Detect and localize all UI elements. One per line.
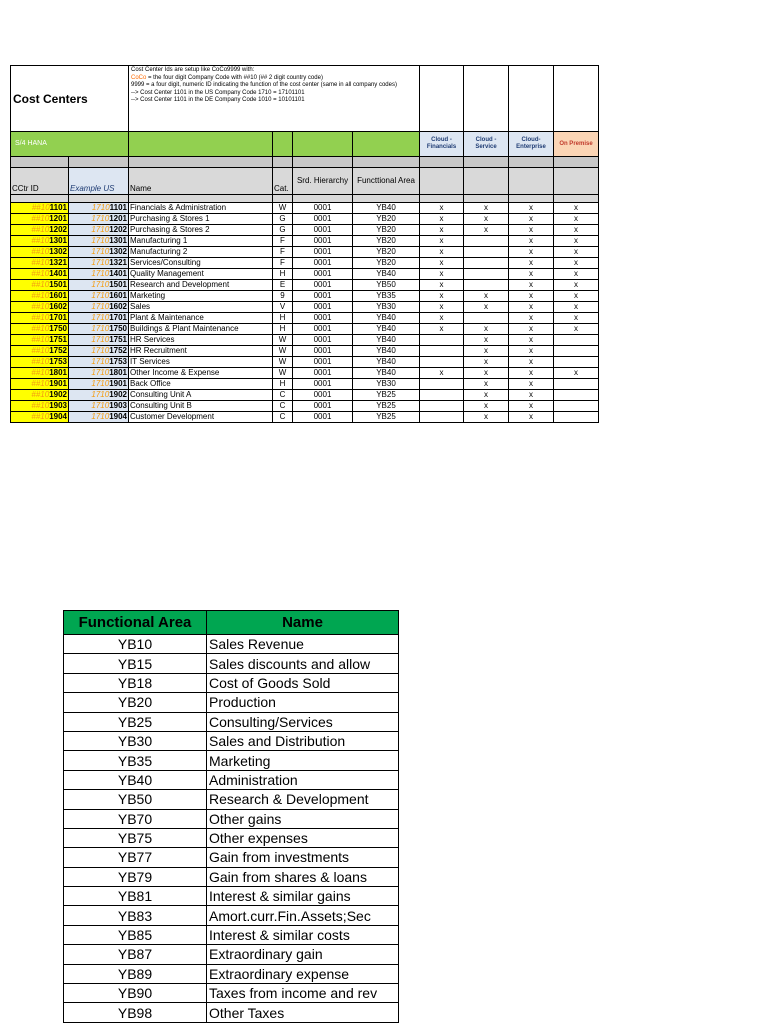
category: F — [273, 258, 293, 269]
cost-center-id: ##101701 — [11, 313, 69, 324]
cost-center-row — [11, 324, 599, 335]
cloud-enterprise-mark: x — [509, 214, 554, 225]
cost-center-id: ##101301 — [11, 236, 69, 247]
cloud-financials-mark — [420, 412, 464, 423]
cloud-service-mark: x — [464, 412, 509, 423]
functional-area-code: YB25 — [64, 712, 207, 731]
functional-area: YB25 — [353, 412, 420, 423]
category: H — [273, 269, 293, 280]
on-premise-mark: x — [554, 203, 599, 214]
functional-area: YB20 — [353, 214, 420, 225]
cost-center-row — [11, 346, 599, 357]
hierarchy: 0001 — [293, 379, 353, 390]
example-us-id: 17101750 — [69, 324, 129, 335]
example-us-id: 17101701 — [69, 313, 129, 324]
cloud-enterprise-mark: x — [509, 258, 554, 269]
functional-area-name: Marketing — [207, 751, 399, 770]
cost-center-id: ##101601 — [11, 291, 69, 302]
on-premise-mark: x — [554, 368, 599, 379]
functional-area-name: Sales and Distribution — [207, 731, 399, 750]
cloud-service-mark — [464, 236, 509, 247]
hierarchy: 0001 — [293, 258, 353, 269]
cost-center-name: Back Office — [129, 379, 273, 390]
example-us-id: 17101902 — [69, 390, 129, 401]
example-us-id: 17101904 — [69, 412, 129, 423]
functional-area: YB20 — [353, 225, 420, 236]
cost-center-name: Buildings & Plant Maintenance — [129, 324, 273, 335]
functional-area-row — [64, 984, 399, 1003]
on-premise-mark: x — [554, 269, 599, 280]
cost-center-row — [11, 291, 599, 302]
hierarchy: 0001 — [293, 324, 353, 335]
functional-area-name: Extraordinary gain — [207, 945, 399, 964]
hierarchy: 0001 — [293, 236, 353, 247]
cost-center-id: ##101903 — [11, 401, 69, 412]
functional-area-code: YB89 — [64, 964, 207, 983]
on-premise-mark: x — [554, 324, 599, 335]
category: C — [273, 401, 293, 412]
cost-center-name: Manufacturing 2 — [129, 247, 273, 258]
cost-center-name: Other Income & Expense — [129, 368, 273, 379]
on-premise-mark — [554, 412, 599, 423]
category: W — [273, 335, 293, 346]
cost-center-name: Consulting Unit B — [129, 401, 273, 412]
functional-area-row — [64, 751, 399, 770]
functional-area-name: Cost of Goods Sold — [207, 673, 399, 692]
cloud-financials-mark — [420, 346, 464, 357]
cost-center-id: ##101201 — [11, 214, 69, 225]
s4-hana-label: S/4 HANA — [11, 132, 129, 157]
cloud-service-mark: x — [464, 302, 509, 313]
functional-area-row — [64, 770, 399, 789]
cost-center-id: ##101401 — [11, 269, 69, 280]
on-premise-mark — [554, 335, 599, 346]
example-us-id: 17101321 — [69, 258, 129, 269]
category: H — [273, 324, 293, 335]
example-us-id: 17101903 — [69, 401, 129, 412]
category: C — [273, 412, 293, 423]
functional-area-code: YB75 — [64, 828, 207, 847]
functional-area: YB50 — [353, 280, 420, 291]
functional-area-name: Research & Development — [207, 790, 399, 809]
cost-center-row — [11, 379, 599, 390]
cloud-enterprise-mark: x — [509, 357, 554, 368]
cloud-service-mark: x — [464, 379, 509, 390]
functional-area-code: YB30 — [64, 731, 207, 750]
on-premise-mark: x — [554, 236, 599, 247]
functional-area-name: Other expenses — [207, 828, 399, 847]
cost-center-id: ##101302 — [11, 247, 69, 258]
cloud-service-mark: x — [464, 225, 509, 236]
functional-area: YB25 — [353, 401, 420, 412]
category: W — [273, 346, 293, 357]
hierarchy: 0001 — [293, 401, 353, 412]
cloud-enterprise-mark: x — [509, 302, 554, 313]
on-premise-mark: x — [554, 291, 599, 302]
cloud-enterprise-mark: x — [509, 203, 554, 214]
category: G — [273, 214, 293, 225]
on-premise-header: On Premise — [554, 132, 599, 157]
col-srd-hierarchy: Srd. Hierarchy — [293, 168, 353, 195]
cloud-enterprise-mark: x — [509, 346, 554, 357]
functional-area-code: YB81 — [64, 887, 207, 906]
hierarchy: 0001 — [293, 280, 353, 291]
cloud-financials-mark: x — [420, 324, 464, 335]
example-us-id: 17101202 — [69, 225, 129, 236]
cloud-service-mark: x — [464, 335, 509, 346]
cloud-financials-mark: x — [420, 302, 464, 313]
example-us-id: 17101602 — [69, 302, 129, 313]
cost-center-id: ##101321 — [11, 258, 69, 269]
cost-center-row — [11, 401, 599, 412]
cost-center-row — [11, 412, 599, 423]
functional-area: YB35 — [353, 291, 420, 302]
functional-area-name: Other Taxes — [207, 1003, 399, 1022]
cost-center-name: Plant & Maintenance — [129, 313, 273, 324]
functional-area-row — [64, 887, 399, 906]
functional-area: YB40 — [353, 368, 420, 379]
example-us-id: 17101752 — [69, 346, 129, 357]
functional-area-name: Taxes from income and rev — [207, 984, 399, 1003]
functional-area: YB40 — [353, 335, 420, 346]
functional-area-name: Gain from investments — [207, 848, 399, 867]
cost-center-id: ##101602 — [11, 302, 69, 313]
cloud-enterprise-mark: x — [509, 247, 554, 258]
cloud-financials-mark: x — [420, 291, 464, 302]
functional-area-name: Production — [207, 693, 399, 712]
functional-area-code: YB87 — [64, 945, 207, 964]
hierarchy: 0001 — [293, 247, 353, 258]
hierarchy: 0001 — [293, 291, 353, 302]
cost-centers-table — [10, 65, 599, 423]
functional-area: YB20 — [353, 247, 420, 258]
category: C — [273, 390, 293, 401]
cloud-enterprise-mark: x — [509, 324, 554, 335]
sheet-title: Cost Centers — [11, 66, 129, 132]
cost-center-row — [11, 313, 599, 324]
cloud-enterprise-mark: x — [509, 379, 554, 390]
cost-center-name: Purchasing & Stores 2 — [129, 225, 273, 236]
example-us-id: 17101501 — [69, 280, 129, 291]
cost-center-name: Purchasing & Stores 1 — [129, 214, 273, 225]
functional-area-code: YB77 — [64, 848, 207, 867]
cost-center-id: ##101901 — [11, 379, 69, 390]
hierarchy: 0001 — [293, 390, 353, 401]
cloud-financials-mark — [420, 401, 464, 412]
example-us-id: 17101301 — [69, 236, 129, 247]
cost-center-name: Services/Consulting — [129, 258, 273, 269]
functional-area: YB40 — [353, 357, 420, 368]
cloud-service-mark: x — [464, 401, 509, 412]
cost-center-row — [11, 247, 599, 258]
hierarchy: 0001 — [293, 357, 353, 368]
functional-area: YB30 — [353, 302, 420, 313]
functional-area-code: YB18 — [64, 673, 207, 692]
id-format-note: Cost Center Ids are setup like CoCo9999 with: CoCo = the four digit Company Code with ##10 (## 2 digit country code) 9999 = a four digit, numeric ID indicating the function of the cost center (same in all company codes) --> Cost Center 1101 in the US Company Code 1710 = 17101101 --> Cost Center 1101 in the DE Company Code 1010 = 10101101 — [129, 66, 420, 132]
cloud-financials-mark — [420, 390, 464, 401]
fa-col-name: Name — [207, 611, 399, 635]
cloud-financials-mark: x — [420, 258, 464, 269]
functional-area-row — [64, 635, 399, 654]
cloud-financials-mark — [420, 357, 464, 368]
functional-area-row — [64, 731, 399, 750]
example-us-id: 17101201 — [69, 214, 129, 225]
cost-center-id: ##101101 — [11, 203, 69, 214]
example-us-id: 17101302 — [69, 247, 129, 258]
col-functional-area: Functtional Area — [353, 168, 420, 195]
cost-center-name: HR Services — [129, 335, 273, 346]
on-premise-mark — [554, 379, 599, 390]
category: E — [273, 280, 293, 291]
cloud-enterprise-mark: x — [509, 313, 554, 324]
cloud-service-header: Cloud - Service — [464, 132, 509, 157]
category: G — [273, 225, 293, 236]
cost-center-name: Quality Management — [129, 269, 273, 280]
cost-center-name: HR Recruitment — [129, 346, 273, 357]
functional-area-name: Sales discounts and allow — [207, 654, 399, 673]
cloud-enterprise-header: Cloud- Enterprise — [509, 132, 554, 157]
functional-area-name: Administration — [207, 770, 399, 789]
cloud-service-mark: x — [464, 324, 509, 335]
cost-center-name: Financials & Administration — [129, 203, 273, 214]
cost-center-name: IT Services — [129, 357, 273, 368]
category: W — [273, 357, 293, 368]
example-us-id: 17101753 — [69, 357, 129, 368]
functional-area-name: Amort.curr.Fin.Assets;Sec — [207, 906, 399, 925]
functional-area-name: Consulting/Services — [207, 712, 399, 731]
on-premise-mark — [554, 390, 599, 401]
on-premise-mark: x — [554, 302, 599, 313]
cost-center-name: Customer Development — [129, 412, 273, 423]
category: H — [273, 313, 293, 324]
functional-area-code: YB85 — [64, 925, 207, 944]
cloud-financials-mark: x — [420, 225, 464, 236]
functional-area-code: YB50 — [64, 790, 207, 809]
cost-center-row — [11, 302, 599, 313]
cost-center-row — [11, 335, 599, 346]
cloud-service-mark — [464, 280, 509, 291]
hierarchy: 0001 — [293, 346, 353, 357]
cloud-financials-mark: x — [420, 280, 464, 291]
cloud-service-mark — [464, 269, 509, 280]
cost-center-id: ##101753 — [11, 357, 69, 368]
functional-area: YB40 — [353, 346, 420, 357]
hierarchy: 0001 — [293, 368, 353, 379]
functional-area-row — [64, 925, 399, 944]
cloud-enterprise-mark: x — [509, 335, 554, 346]
cost-center-row — [11, 280, 599, 291]
cost-center-row — [11, 269, 599, 280]
functional-area-row — [64, 964, 399, 983]
functional-area-code: YB40 — [64, 770, 207, 789]
functional-area-row — [64, 790, 399, 809]
cloud-enterprise-mark: x — [509, 390, 554, 401]
functional-area-row — [64, 1003, 399, 1022]
on-premise-mark: x — [554, 225, 599, 236]
cloud-enterprise-mark: x — [509, 412, 554, 423]
col-example-us: Example US — [69, 168, 129, 195]
functional-area: YB20 — [353, 236, 420, 247]
cost-center-id: ##101904 — [11, 412, 69, 423]
cloud-enterprise-mark: x — [509, 291, 554, 302]
cost-center-id: ##101801 — [11, 368, 69, 379]
cost-center-id: ##101752 — [11, 346, 69, 357]
cloud-financials-mark: x — [420, 269, 464, 280]
functional-area: YB40 — [353, 203, 420, 214]
cloud-service-mark: x — [464, 203, 509, 214]
hierarchy: 0001 — [293, 302, 353, 313]
cost-center-row — [11, 203, 599, 214]
on-premise-mark: x — [554, 258, 599, 269]
category: 9 — [273, 291, 293, 302]
functional-area-name: Extraordinary expense — [207, 964, 399, 983]
example-us-id: 17101801 — [69, 368, 129, 379]
cost-center-id: ##101902 — [11, 390, 69, 401]
functional-area-row — [64, 693, 399, 712]
example-us-id: 17101101 — [69, 203, 129, 214]
cloud-enterprise-mark: x — [509, 269, 554, 280]
cost-center-name: Manufacturing 1 — [129, 236, 273, 247]
cost-center-name: Sales — [129, 302, 273, 313]
functional-area-row — [64, 712, 399, 731]
cloud-financials-mark: x — [420, 203, 464, 214]
cloud-financials-mark: x — [420, 368, 464, 379]
functional-area-row — [64, 654, 399, 673]
on-premise-mark: x — [554, 247, 599, 258]
functional-area-code: YB70 — [64, 809, 207, 828]
cloud-service-mark: x — [464, 390, 509, 401]
cost-center-row — [11, 214, 599, 225]
cost-center-row — [11, 357, 599, 368]
cost-center-row — [11, 390, 599, 401]
example-us-id: 17101751 — [69, 335, 129, 346]
cost-center-name: Research and Development — [129, 280, 273, 291]
category: W — [273, 368, 293, 379]
cloud-service-mark — [464, 247, 509, 258]
cloud-enterprise-mark: x — [509, 280, 554, 291]
hierarchy: 0001 — [293, 269, 353, 280]
cost-center-row — [11, 225, 599, 236]
functional-area-code: YB90 — [64, 984, 207, 1003]
cloud-enterprise-mark: x — [509, 225, 554, 236]
functional-area-row — [64, 848, 399, 867]
cloud-service-mark: x — [464, 346, 509, 357]
hierarchy: 0001 — [293, 313, 353, 324]
functional-area: YB20 — [353, 258, 420, 269]
functional-area-name: Gain from shares & loans — [207, 867, 399, 886]
cloud-service-mark: x — [464, 357, 509, 368]
cloud-service-mark: x — [464, 368, 509, 379]
cloud-enterprise-mark: x — [509, 368, 554, 379]
cost-center-row — [11, 368, 599, 379]
functional-area-name: Other gains — [207, 809, 399, 828]
col-name: Name — [129, 168, 273, 195]
functional-area-code: YB35 — [64, 751, 207, 770]
on-premise-mark — [554, 346, 599, 357]
fa-col-code: Functional Area — [64, 611, 207, 635]
cloud-financials-mark: x — [420, 214, 464, 225]
functional-area-row — [64, 828, 399, 847]
functional-area-name: Interest & similar costs — [207, 925, 399, 944]
col-category: Cat. — [273, 168, 293, 195]
cloud-service-mark: x — [464, 214, 509, 225]
cost-center-id: ##101751 — [11, 335, 69, 346]
on-premise-mark — [554, 401, 599, 412]
cloud-financials-mark: x — [420, 313, 464, 324]
cost-center-id: ##101501 — [11, 280, 69, 291]
cloud-financials-mark — [420, 379, 464, 390]
functional-area-row — [64, 867, 399, 886]
functional-area: YB30 — [353, 379, 420, 390]
cloud-enterprise-mark: x — [509, 236, 554, 247]
example-us-id: 17101601 — [69, 291, 129, 302]
hierarchy: 0001 — [293, 214, 353, 225]
functional-area-name: Interest & similar gains — [207, 887, 399, 906]
functional-area-code: YB79 — [64, 867, 207, 886]
on-premise-mark: x — [554, 214, 599, 225]
cost-center-name: Marketing — [129, 291, 273, 302]
functional-area-row — [64, 906, 399, 925]
functional-area: YB40 — [353, 324, 420, 335]
cloud-financials-mark: x — [420, 247, 464, 258]
functional-area-name: Sales Revenue — [207, 635, 399, 654]
functional-area-table — [63, 610, 399, 1023]
cloud-service-mark — [464, 258, 509, 269]
functional-area-code: YB15 — [64, 654, 207, 673]
category: V — [273, 302, 293, 313]
cost-center-row — [11, 258, 599, 269]
example-us-id: 17101401 — [69, 269, 129, 280]
functional-area-code: YB83 — [64, 906, 207, 925]
functional-area-code: YB10 — [64, 635, 207, 654]
on-premise-mark: x — [554, 280, 599, 291]
cost-center-row — [11, 236, 599, 247]
cloud-financials-header: Cloud - Financials — [420, 132, 464, 157]
example-us-id: 17101901 — [69, 379, 129, 390]
functional-area-row — [64, 673, 399, 692]
category: H — [273, 379, 293, 390]
cloud-service-mark — [464, 313, 509, 324]
hierarchy: 0001 — [293, 335, 353, 346]
cost-center-id: ##101750 — [11, 324, 69, 335]
functional-area: YB40 — [353, 313, 420, 324]
hierarchy: 0001 — [293, 412, 353, 423]
cost-center-name: Consulting Unit A — [129, 390, 273, 401]
on-premise-mark: x — [554, 313, 599, 324]
cost-center-id: ##101202 — [11, 225, 69, 236]
on-premise-mark — [554, 357, 599, 368]
functional-area: YB25 — [353, 390, 420, 401]
functional-area-row — [64, 809, 399, 828]
functional-area: YB40 — [353, 269, 420, 280]
cloud-financials-mark — [420, 335, 464, 346]
hierarchy: 0001 — [293, 225, 353, 236]
cloud-service-mark: x — [464, 291, 509, 302]
category: F — [273, 236, 293, 247]
functional-area-code: YB20 — [64, 693, 207, 712]
col-cctr-id: CCtr ID — [11, 168, 69, 195]
cloud-enterprise-mark: x — [509, 401, 554, 412]
category: F — [273, 247, 293, 258]
hierarchy: 0001 — [293, 203, 353, 214]
functional-area-code: YB98 — [64, 1003, 207, 1022]
category: W — [273, 203, 293, 214]
cloud-financials-mark: x — [420, 236, 464, 247]
functional-area-row — [64, 945, 399, 964]
